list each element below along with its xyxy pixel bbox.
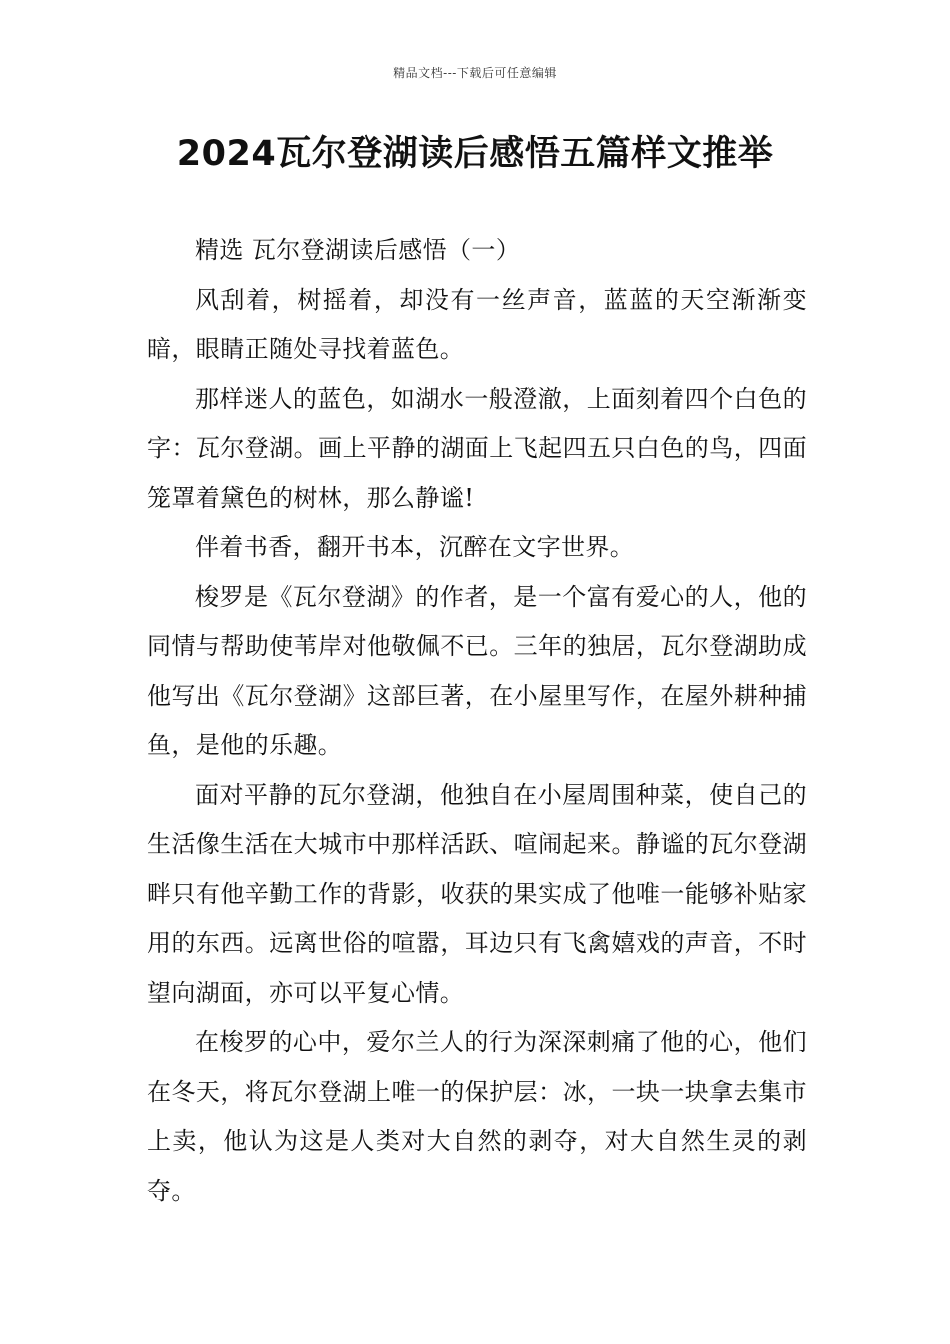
paragraph: 梭罗是《瓦尔登湖》的作者，是一个富有爱心的人，他的同情与帮助使苇岸对他敬佩不已。三年的独居，瓦尔登湖助成他写出《瓦尔登湖》这部巨著，在小屋里写作，在屋外耕种捕鱼，是他的乐趣。 (147, 582, 807, 759)
paragraph: 那样迷人的蓝色，如湖水一般澄澈，上面刻着四个白色的字：瓦尔登湖。画上平静的湖面上飞起四五只白色的鸟，四面笼罩着黛色的树林，那么静谧! (147, 384, 807, 512)
document-body (147, 226, 807, 1216)
section-heading: 精选 瓦尔登湖读后感悟（一） (195, 236, 521, 264)
paragraph: 在梭罗的心中，爱尔兰人的行为深深刺痛了他的心，他们在冬天，将瓦尔登湖上唯一的保护层：冰，一块一块拿去集市上卖，他认为这是人类对大自然的剥夺，对大自然生灵的剥夺。 (147, 1028, 807, 1205)
page-header: 精品文档---下载后可任意编辑 (393, 66, 557, 80)
paragraph: 伴着书香，翻开书本，沉醉在文字世界。 (195, 533, 635, 561)
paragraph: 风刮着，树摇着，却没有一丝声音，蓝蓝的天空渐渐变暗，眼睛正随处寻找着蓝色。 (147, 285, 807, 363)
paragraph: 面对平静的瓦尔登湖，他独自在小屋周围种菜，使自己的生活像生活在大城市中那样活跃、喧闹起来。静谧的瓦尔登湖畔只有他辛勤工作的背影，收获的果实成了他唯一能够补贴家用的东西。远离世俗的喧嚣，耳边只有飞禽嬉戏的声音，不时望向湖面，亦可以平复心情。 (147, 780, 807, 1007)
document-title: 2024瓦尔登湖读后感悟五篇样文推举 (176, 134, 774, 174)
